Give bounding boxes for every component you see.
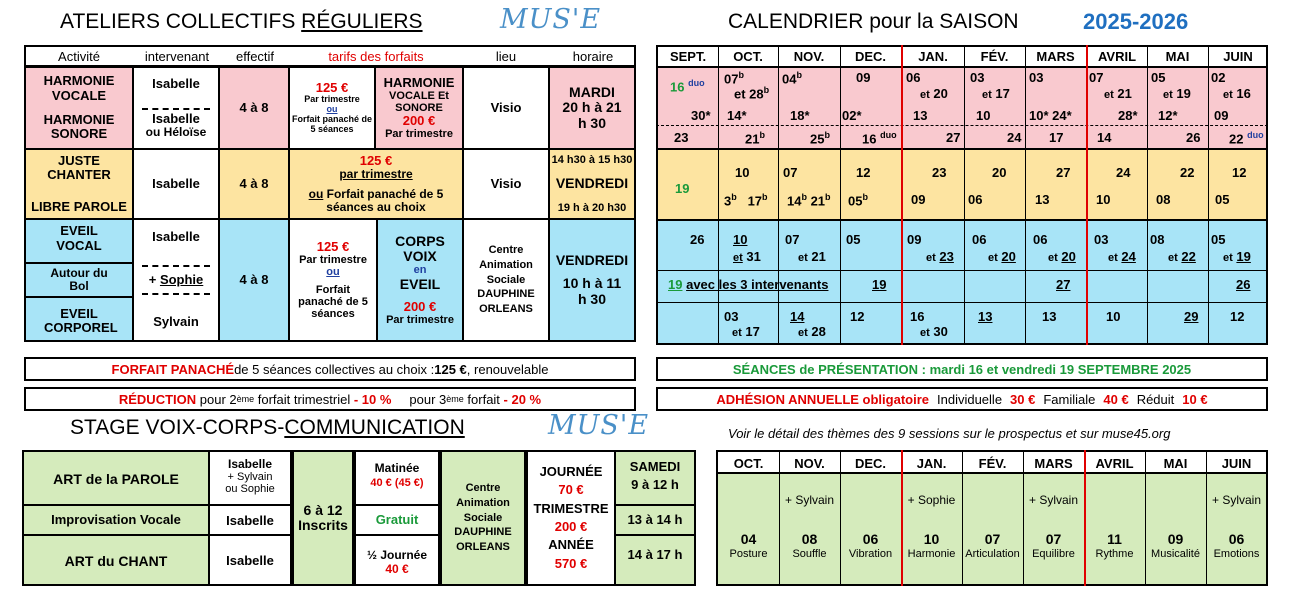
date-mai-12: 12* [1158,108,1178,123]
stage-session-date-0: 04 [740,531,757,547]
month-mai: MAI [1165,49,1190,64]
date-sept-23: 23 [674,130,689,145]
date-mars-03: 03 [1029,70,1044,85]
date-mai-22: 22 [1180,165,1195,180]
stage-extra-1: + Sylvain [784,493,835,507]
reduction-box: RÉDUCTION pour 2 ème forfait trimestriel - 10 % pour 3 ème forfait - 20 % [24,387,636,411]
stage-int-chant: Isabelle [226,553,274,568]
stage-session-theme-5: Equilibre [1032,548,1075,560]
date-nov-14: 14 [790,309,805,324]
stage-month-4: FÉV. [978,456,1007,471]
date-oct-31: et 31 [733,249,761,264]
stage-month-6: AVRIL [1095,456,1134,471]
date-fev-20b: et 20 [988,249,1016,264]
month-dec: DEC. [854,49,887,64]
month-nov: NOV. [793,49,825,64]
date-nov-07: 07 [783,165,798,180]
date-nov-25: 25$^b$ [810,130,830,147]
stage-h2: 13 à 14 h [627,512,683,527]
stage-inscrits-cell: 6 à 12 Inscrits [292,450,354,586]
stage-session-theme-3: Harmonie [907,548,956,560]
month-juin: JUIN [1223,49,1253,64]
date-sept-26: 26 [690,232,705,247]
date-fev-10: 10 [976,108,991,123]
date-mars-10-24: 10* 24* [1029,108,1072,123]
eveil-corps-cell: CORPS VOIX en EVEIL 200 € Par trimestre [376,218,464,342]
date-dec-05b: 05 [846,232,861,247]
date-avril-14: 14 [1097,130,1112,145]
date-mars-27b: 27 [1056,277,1071,292]
date-dec-19: 19 [872,277,887,292]
date-fev-03: 03 [970,70,985,85]
stage-col-divider-5 [1023,450,1024,586]
prospectus-note: Voir le détail des thèmes des 9 sessions sur le prospectus et sur muse45.org [728,426,1171,441]
date-oct-07: 07$^b$ [724,70,744,87]
eveil-effectif-cell: 4 à 8 [218,218,290,342]
header-activite: Activité [58,49,100,64]
date-mai-19: et 19 [1163,86,1191,101]
date-mars-06: 06 [1033,232,1048,247]
date-dec-16: 16 $^{duo}$ [862,130,897,147]
stage-session-date-5: 07 [1045,531,1062,547]
date-avril-07: 07 [1089,70,1104,85]
date-fev-13: 13 [978,309,993,324]
stage-session-theme-2: Vibration [848,548,893,560]
stage-month-0: OCT. [733,456,764,471]
date-mars-13: 13 [1035,192,1050,207]
date-jan-30: et 30 [920,324,948,339]
date-fev-24: 24 [1007,130,1022,145]
stage-col-divider-6 [1084,450,1086,586]
eveil-intervenant-cell: Isabelle + Sophie Sylvain [132,218,220,342]
chanter-tarif-cell: 125 € par trimestre ou Forfait panaché de 5 séances au choix [288,148,464,220]
stage-session-date-6: 11 [1107,531,1122,547]
date-sept-19: 19 [675,181,690,196]
date-fev-17: et 17 [982,86,1010,101]
date-oct-17: et 17 [732,324,760,339]
eveil-activite-cell: EVEIL VOCAL Autour du Bol EVEIL CORPOREL [24,218,134,342]
date-jan-09: 09 [911,192,926,207]
stage-gratuit: Gratuit [375,512,419,527]
stage-month-7: MAI [1163,456,1188,471]
harmonie-tarif2-cell: HARMONIE VOCALE Et SONORE 200 € Par trimestre [374,66,464,150]
chanter-horaire-cell: 14 h30 à 15 h30 VENDREDI 19 h à 20 h30 [548,148,636,220]
date-juin-02: 02 [1211,70,1226,85]
stage-col-divider-7 [1145,450,1146,586]
stage-title: STAGE VOIX-CORPS-COMMUNICATION [70,416,465,439]
date-jan-27: 27 [946,130,961,145]
harmonie-tarif-cell: 125 € Par trimestre ou Forfait panaché de 5 séances [288,66,376,150]
date-juin-19: et 19 [1223,249,1251,264]
saison-label: 2025-2026 [1083,9,1189,34]
stage-session-date-1: 08 [801,531,818,547]
chanter-lieu-cell: Visio [462,148,550,220]
date-nov-28: et 28 [798,324,826,339]
date-mai-05: 05 [1151,70,1166,85]
date-mai-29: 29 [1184,309,1199,324]
date-dec-12: 12 [856,165,871,180]
eveil-horaire-cell: VENDREDI 10 h à 11 h 30 [548,218,636,342]
date-nov-07b: 07 [785,232,800,247]
stage-session-theme-8: Emotions [1213,548,1260,560]
eveil-lieu-cell: Centre Animation Sociale DAUPHINE ORLEANS [462,218,550,342]
harmonie-effectif-cell: 4 à 8 [218,66,290,150]
muse-logo: MUS'E [500,4,602,35]
stage-session-date-2: 06 [862,531,879,547]
calendar-chanter-row [658,150,1266,220]
stage-int-impro: Isabelle [226,513,274,528]
harmonie-lieu-cell: Visio [462,66,550,150]
date-avril-10: 10 [1096,192,1111,207]
stage-int-parole: Isabelle + Sylvain ou Sophie [225,457,275,496]
stage-session-theme-4: Articulation [965,548,1020,560]
date-nov-14-21: 14$^b$ 21$^b$ [787,192,831,209]
stage-month-1: NOV. [794,456,825,471]
date-oct-03: 03 [724,309,739,324]
stage-session-date-7: 09 [1167,531,1184,547]
date-avril-24: 24 [1116,165,1131,180]
date-avril-03: 03 [1094,232,1109,247]
date-mai-08: 08 [1156,192,1171,207]
date-jan-16: 16 [910,309,925,324]
date-nov-21: et 21 [798,249,826,264]
stage-session-theme-7: Musicalité [1151,548,1200,560]
header-lieu: lieu [495,49,517,64]
date-dec-09: 09 [856,70,871,85]
date-dec-02: 02* [842,108,862,123]
stage-session-theme-1: Souffle [792,548,827,560]
stage-art-chant: ART du CHANT [64,553,168,569]
date-oct-21: 21$^b$ [745,130,765,147]
harmonie-activite-cell: HARMONIE VOCALE HARMONIE SONORE [24,66,134,150]
stage-matinee: Matinée 40 € (45 €) [370,461,424,489]
month-fev: FÉV. [980,49,1009,64]
date-avril-10b: 10 [1106,309,1121,324]
date-nov-18: 18* [790,108,810,123]
stage-month-3: JAN. [916,456,947,471]
date-juin-12: 12 [1232,165,1247,180]
date-fev-06: 06 [968,192,983,207]
stage-samedi: SAMEDI 9 à 12 h [629,459,681,492]
date-mars-27: 27 [1056,165,1071,180]
chanter-intervenant-cell: Isabelle [132,148,220,220]
header-tarifs: tarifs des forfaits [328,49,424,64]
stage-forfaits-cell: JOURNÉE 70 € TRIMESTRE 200 € ANNÉE 570 € [526,450,616,586]
stage-h3: 14 à 17 h [627,547,683,562]
muse-logo-2: MUS'E [548,410,650,441]
date-mai-26: 26 [1186,130,1201,145]
date-mars-20: et 20 [1048,249,1076,264]
date-mars-17: 17 [1049,130,1064,145]
date-juin-12b: 12 [1230,309,1245,324]
adhesion-box: ADHÉSION ANNUELLE obligatoire Individuelle 30 € Familiale 40 € Réduit 10 € [656,387,1268,411]
month-oct: OCT. [733,49,763,64]
stage-session-theme-6: Rythme [1095,548,1134,560]
stage-col-divider-1 [779,450,780,586]
date-avril-24b: et 24 [1108,249,1136,264]
forfait-panache-box: FORFAIT PANACHÉ de 5 séances collectives au choix : 125 € , renouvelable [24,357,636,381]
date-avril-21: et 21 [1104,86,1132,101]
stage-col-divider-8 [1206,450,1207,586]
stage-month-2: DEC. [854,456,887,471]
header-horaire: horaire [572,49,614,64]
date-oct-28: et 28$^b$ [734,85,770,102]
date-fev-06b: 06 [972,232,987,247]
stage-demi: ½ Journée 40 € [366,548,428,576]
date-oct-3-17: 3$^b$ 17$^b$ [724,192,768,209]
date-sept-30: 30* [691,108,711,123]
stage-session-date-8: 06 [1228,531,1245,547]
month-avril: AVRIL [1097,49,1137,64]
month-mars: MARS [1036,49,1075,64]
date-fev-20: 20 [992,165,1007,180]
stage-month-8: JUIN [1221,456,1252,471]
date-juin-05b: 05 [1211,232,1226,247]
date-jan-13: 13 [913,108,928,123]
stage-lieu-cell: Centre Animation Sociale DAUPHINE ORLEANS [440,450,526,586]
harmonie-horaire-cell: MARDI 20 h à 21 h 30 [548,66,636,150]
stage-col-divider-2 [840,450,841,586]
date-juin-26: 26 [1236,277,1251,292]
stage-session-date-4: 07 [984,531,1001,547]
chanter-effectif-cell: 4 à 8 [218,148,290,220]
calendrier-title: CALENDRIER pour la SAISON [728,10,1019,33]
date-oct-10: 10 [735,165,750,180]
date-jan-23: 23 [932,165,947,180]
month-jan: JAN. [918,49,948,64]
chanter-activite-cell: JUSTE CHANTER LIBRE PAROLE [24,148,134,220]
stage-extra-3: + Sophie [907,493,956,507]
date-mai-08b: 08 [1150,232,1165,247]
date-juin-09: 09 [1214,108,1229,123]
stage-col-divider-4 [962,450,963,586]
date-jan-20: et 20 [920,86,948,101]
stage-col-divider-3 [901,450,903,586]
presentation-box: SÉANCES de PRÉSENTATION : mardi 16 et vendredi 19 SEPTEMBRE 2025 [656,357,1268,381]
stage-improvisation: Improvisation Vocale [51,512,181,527]
date-juin-22: 22 $^{duo}$ [1229,130,1264,147]
stage-month-5: MARS [1034,456,1073,471]
date-oct-14: 14* [727,108,747,123]
date-jan-09b: 09 [907,232,922,247]
stage-calendar-body [718,473,1266,584]
stage-art-parole: ART de la PAROLE [53,471,179,487]
date-mai-22b: et 22 [1168,249,1196,264]
date-sept-19-intervenants: 19 avec les 3 intervenants [668,277,829,292]
ateliers-title: ATELIERS COLLECTIFS RÉGULIERS [60,10,423,33]
month-sept: SEPT. [669,49,707,64]
header-effectif: effectif [235,49,275,64]
harmonie-intervenant-cell: Isabelle Isabelle ou Héloïse [132,66,220,150]
date-sept-16: 16 $^{duo}$ [670,78,705,95]
date-dec-12b: 12 [850,309,865,324]
date-jan-23b: et 23 [926,249,954,264]
date-nov-04: 04$^b$ [782,70,802,87]
date-juin-16: et 16 [1223,86,1251,101]
header-intervenant: intervenant [144,49,210,64]
date-jan-06: 06 [906,70,921,85]
stage-session-theme-0: Posture [729,548,768,560]
date-juin-05: 05 [1215,192,1230,207]
stage-session-date-3: 10 [923,531,940,547]
date-avril-28: 28* [1118,108,1138,123]
date-mars-13b: 13 [1042,309,1057,324]
date-oct-10b: 10 [733,232,748,247]
eveil-tarif-cell: 125 € Par trimestre ou Forfait panaché de 5 séances [288,218,378,342]
date-dec-05: 05$^b$ [848,192,868,209]
stage-extra-8: + Sylvain [1211,493,1262,507]
stage-extra-5: + Sylvain [1028,493,1079,507]
